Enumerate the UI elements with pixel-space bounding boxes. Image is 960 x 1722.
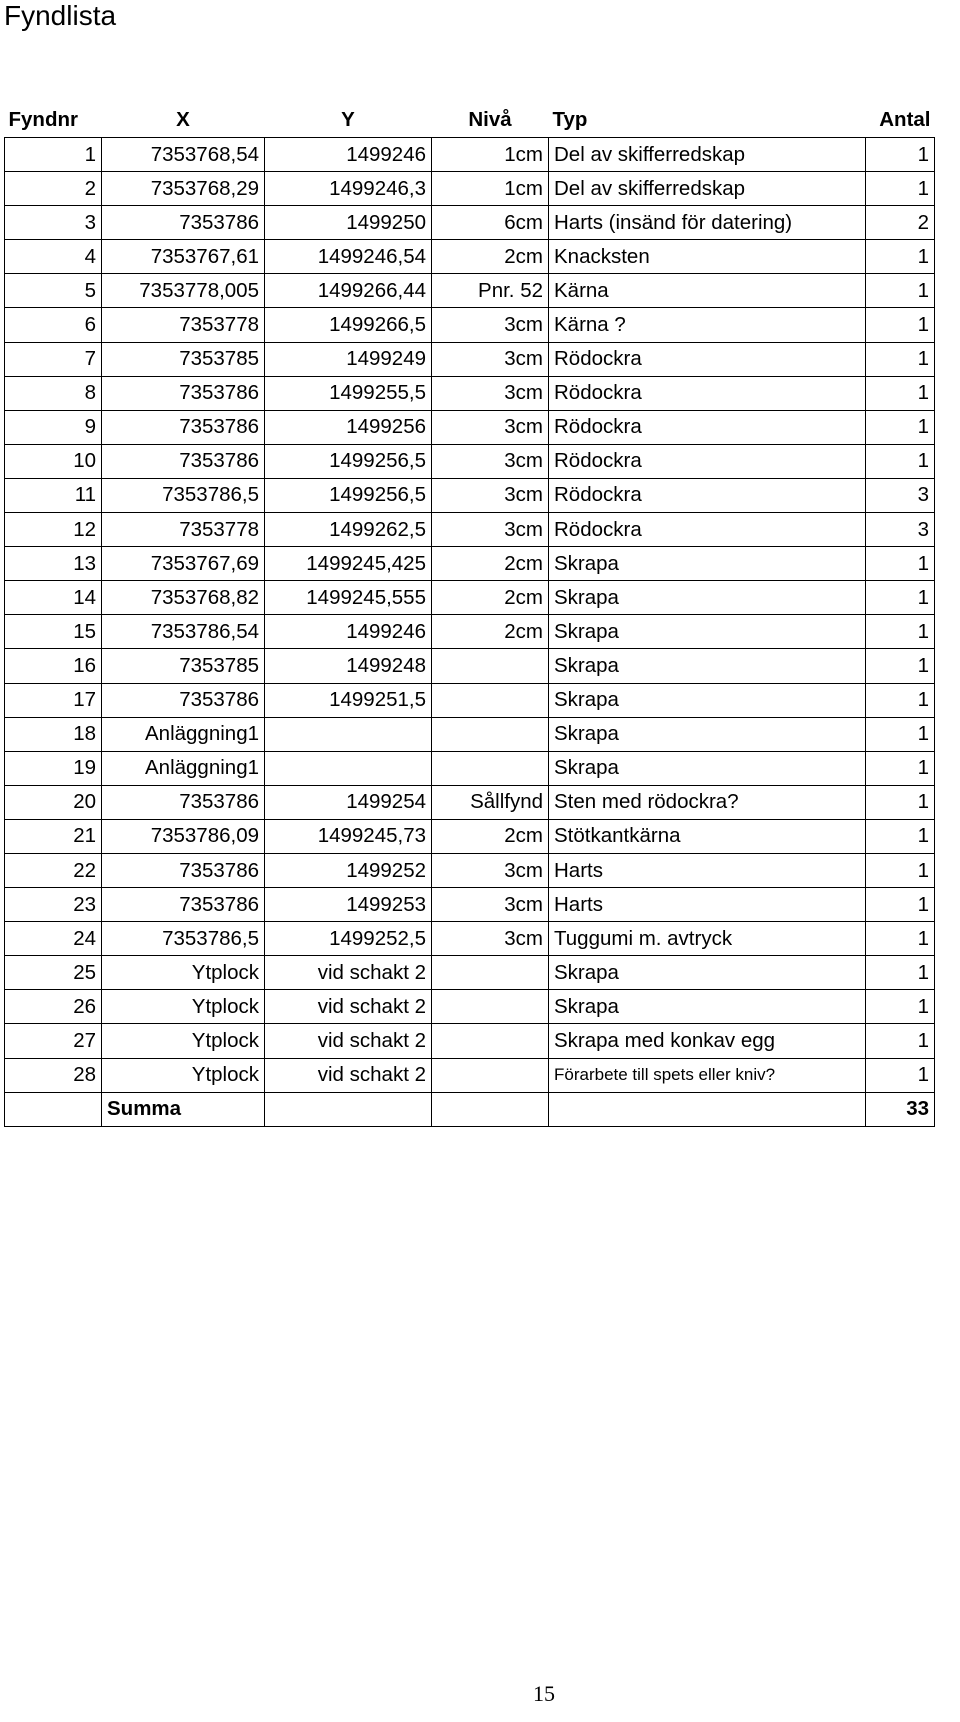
cell-y: 1499266,44 (265, 274, 432, 308)
cell-niva: 1cm (432, 172, 549, 206)
cell-y: vid schakt 2 (265, 1058, 432, 1092)
cell-niva: 3cm (432, 513, 549, 547)
cell-typ: Harts (549, 888, 866, 922)
table-row (5, 513, 935, 547)
cell-y: 1499246 (265, 138, 432, 172)
cell-x: 7353778 (102, 513, 265, 547)
cell-x: Ytplock (102, 1024, 265, 1058)
cell-antal: 1 (866, 819, 935, 853)
cell-typ: Rödockra (549, 478, 866, 512)
cell-antal: 1 (866, 444, 935, 478)
cell-y: 1499246,3 (265, 172, 432, 206)
cell-fyndnr: 15 (5, 615, 102, 649)
header-antal: Antal (866, 103, 935, 138)
cell-antal: 1 (866, 990, 935, 1024)
cell-fyndnr: 16 (5, 649, 102, 683)
cell-antal: 1 (866, 342, 935, 376)
cell-typ: Skrapa (549, 990, 866, 1024)
cell-typ: Förarbete till spets eller kniv? (549, 1058, 866, 1092)
cell-antal: 1 (866, 853, 935, 887)
table-row (5, 581, 935, 615)
cell-antal: 2 (866, 206, 935, 240)
table-row (5, 376, 935, 410)
table-row (5, 853, 935, 887)
cell-antal: 1 (866, 376, 935, 410)
summa-empty-cell (265, 1092, 432, 1126)
cell-x: 7353786 (102, 206, 265, 240)
cell-fyndnr: 9 (5, 410, 102, 444)
cell-y: 1499256 (265, 410, 432, 444)
cell-niva (432, 683, 549, 717)
cell-fyndnr: 5 (5, 274, 102, 308)
cell-typ: Harts (insänd för datering) (549, 206, 866, 240)
table-row (5, 1058, 935, 1092)
cell-niva: 2cm (432, 240, 549, 274)
cell-y: 1499255,5 (265, 376, 432, 410)
cell-niva: 3cm (432, 308, 549, 342)
table-row (5, 785, 935, 819)
cell-antal: 1 (866, 240, 935, 274)
cell-niva (432, 649, 549, 683)
cell-y: 1499254 (265, 785, 432, 819)
cell-fyndnr: 23 (5, 888, 102, 922)
cell-typ: Skrapa (549, 615, 866, 649)
cell-typ: Skrapa (549, 751, 866, 785)
cell-typ: Skrapa med konkav egg (549, 1024, 866, 1058)
cell-y: vid schakt 2 (265, 990, 432, 1024)
summa-empty-cell (432, 1092, 549, 1126)
table-row (5, 683, 935, 717)
cell-fyndnr: 18 (5, 717, 102, 751)
cell-fyndnr: 10 (5, 444, 102, 478)
cell-y: 1499245,425 (265, 547, 432, 581)
cell-antal: 1 (866, 547, 935, 581)
cell-x: 7353786 (102, 683, 265, 717)
cell-fyndnr: 17 (5, 683, 102, 717)
summa-label: Summa (102, 1092, 265, 1126)
header-typ: Typ (549, 103, 866, 138)
cell-fyndnr: 27 (5, 1024, 102, 1058)
cell-x: 7353786 (102, 444, 265, 478)
table-row (5, 990, 935, 1024)
cell-x: 7353786 (102, 853, 265, 887)
cell-y: 1499256,5 (265, 444, 432, 478)
cell-fyndnr: 26 (5, 990, 102, 1024)
table-row (5, 547, 935, 581)
cell-antal: 1 (866, 172, 935, 206)
page-number: 15 (533, 1681, 555, 1706)
cell-fyndnr: 25 (5, 956, 102, 990)
cell-x: Ytplock (102, 1058, 265, 1092)
summa-empty-cell (5, 1092, 102, 1126)
cell-fyndnr: 20 (5, 785, 102, 819)
header-y: Y (265, 103, 432, 138)
cell-niva (432, 1058, 549, 1092)
cell-fyndnr: 1 (5, 138, 102, 172)
cell-niva: 2cm (432, 615, 549, 649)
cell-antal: 1 (866, 615, 935, 649)
cell-typ: Skrapa (549, 717, 866, 751)
summa-empty-cell (549, 1092, 866, 1126)
cell-antal: 3 (866, 513, 935, 547)
cell-y: 1499245,73 (265, 819, 432, 853)
cell-fyndnr: 24 (5, 922, 102, 956)
cell-niva: Sållfynd (432, 785, 549, 819)
cell-niva (432, 1024, 549, 1058)
cell-x: 7353786 (102, 410, 265, 444)
table-row (5, 410, 935, 444)
cell-antal: 1 (866, 922, 935, 956)
table-row (5, 308, 935, 342)
cell-antal: 1 (866, 138, 935, 172)
table-row (5, 751, 935, 785)
table-row (5, 240, 935, 274)
cell-x: 7353767,69 (102, 547, 265, 581)
cell-x: 7353786 (102, 376, 265, 410)
cell-antal: 1 (866, 274, 935, 308)
table-row (5, 478, 935, 512)
cell-x: Anläggning1 (102, 717, 265, 751)
cell-fyndnr: 2 (5, 172, 102, 206)
cell-y: 1499262,5 (265, 513, 432, 547)
header-niva: Nivå (432, 103, 549, 138)
cell-x: Anläggning1 (102, 751, 265, 785)
cell-antal: 1 (866, 717, 935, 751)
cell-x: 7353768,82 (102, 581, 265, 615)
cell-y: 1499245,555 (265, 581, 432, 615)
cell-fyndnr: 11 (5, 478, 102, 512)
cell-typ: Stötkantkärna (549, 819, 866, 853)
cell-typ: Skrapa (549, 581, 866, 615)
summa-value: 33 (866, 1092, 935, 1126)
page-title: Fyndlista (4, 0, 117, 31)
cell-antal: 3 (866, 478, 935, 512)
cell-y: 1499250 (265, 206, 432, 240)
table-row (5, 444, 935, 478)
cell-antal: 1 (866, 888, 935, 922)
cell-x: 7353786,5 (102, 922, 265, 956)
cell-typ: Rödockra (549, 376, 866, 410)
cell-x: 7353767,61 (102, 240, 265, 274)
table-row (5, 649, 935, 683)
table-row (5, 956, 935, 990)
cell-fyndnr: 8 (5, 376, 102, 410)
cell-typ: Rödockra (549, 513, 866, 547)
table-row (5, 206, 935, 240)
cell-fyndnr: 13 (5, 547, 102, 581)
cell-niva (432, 717, 549, 751)
table-row (5, 172, 935, 206)
cell-typ: Harts (549, 853, 866, 887)
cell-niva: 3cm (432, 342, 549, 376)
cell-x: 7353786,09 (102, 819, 265, 853)
table-row (5, 615, 935, 649)
cell-x: 7353778,005 (102, 274, 265, 308)
cell-antal: 1 (866, 308, 935, 342)
header-fyndnr: Fyndnr (5, 103, 102, 138)
cell-typ: Rödockra (549, 410, 866, 444)
table-row (5, 274, 935, 308)
cell-x: 7353786 (102, 785, 265, 819)
cell-niva (432, 751, 549, 785)
cell-typ: Rödockra (549, 342, 866, 376)
header-x: X (102, 103, 265, 138)
cell-fyndnr: 22 (5, 853, 102, 887)
cell-niva: 3cm (432, 478, 549, 512)
cell-fyndnr: 4 (5, 240, 102, 274)
cell-y: 1499249 (265, 342, 432, 376)
cell-antal: 1 (866, 751, 935, 785)
table-row (5, 888, 935, 922)
table-row (5, 138, 935, 172)
cell-fyndnr: 6 (5, 308, 102, 342)
cell-typ: Del av skifferredskap (549, 172, 866, 206)
cell-typ: Skrapa (549, 956, 866, 990)
cell-x: 7353768,29 (102, 172, 265, 206)
cell-x: 7353786 (102, 888, 265, 922)
cell-typ: Skrapa (549, 547, 866, 581)
cell-y (265, 717, 432, 751)
cell-y: 1499251,5 (265, 683, 432, 717)
cell-niva: 1cm (432, 138, 549, 172)
cell-y: 1499248 (265, 649, 432, 683)
cell-niva: 2cm (432, 581, 549, 615)
cell-typ: Kärna ? (549, 308, 866, 342)
cell-y: 1499266,5 (265, 308, 432, 342)
cell-typ: Knacksten (549, 240, 866, 274)
table-row (5, 1024, 935, 1058)
cell-antal: 1 (866, 649, 935, 683)
cell-y (265, 751, 432, 785)
cell-x: 7353768,54 (102, 138, 265, 172)
cell-niva: 2cm (432, 547, 549, 581)
cell-niva: 3cm (432, 444, 549, 478)
cell-y: 1499253 (265, 888, 432, 922)
cell-x: Ytplock (102, 956, 265, 990)
cell-y: 1499252 (265, 853, 432, 887)
cell-x: 7353785 (102, 342, 265, 376)
cell-niva: Pnr. 52 (432, 274, 549, 308)
cell-x: 7353786,54 (102, 615, 265, 649)
cell-fyndnr: 21 (5, 819, 102, 853)
cell-niva: 3cm (432, 922, 549, 956)
cell-antal: 1 (866, 581, 935, 615)
table-row (5, 922, 935, 956)
cell-antal: 1 (866, 1024, 935, 1058)
cell-typ: Skrapa (549, 683, 866, 717)
cell-x: 7353778 (102, 308, 265, 342)
cell-y: 1499246,54 (265, 240, 432, 274)
cell-x: 7353785 (102, 649, 265, 683)
cell-typ: Kärna (549, 274, 866, 308)
table-row (5, 819, 935, 853)
cell-fyndnr: 12 (5, 513, 102, 547)
cell-typ: Del av skifferredskap (549, 138, 866, 172)
cell-y: vid schakt 2 (265, 956, 432, 990)
cell-niva: 3cm (432, 853, 549, 887)
cell-niva: 3cm (432, 888, 549, 922)
table-row (5, 342, 935, 376)
cell-niva: 3cm (432, 410, 549, 444)
cell-antal: 1 (866, 785, 935, 819)
cell-x: Ytplock (102, 990, 265, 1024)
summa-row (5, 1092, 935, 1126)
cell-typ: Tuggumi m. avtryck (549, 922, 866, 956)
cell-y: 1499256,5 (265, 478, 432, 512)
cell-antal: 1 (866, 683, 935, 717)
cell-niva (432, 956, 549, 990)
table-row (5, 717, 935, 751)
table-body (5, 138, 935, 1127)
cell-fyndnr: 14 (5, 581, 102, 615)
cell-typ: Sten med rödockra? (549, 785, 866, 819)
cell-antal: 1 (866, 956, 935, 990)
cell-niva: 3cm (432, 376, 549, 410)
table-header-row (5, 103, 935, 138)
cell-niva: 6cm (432, 206, 549, 240)
cell-fyndnr: 28 (5, 1058, 102, 1092)
cell-fyndnr: 19 (5, 751, 102, 785)
cell-fyndnr: 3 (5, 206, 102, 240)
cell-y: vid schakt 2 (265, 1024, 432, 1058)
cell-x: 7353786,5 (102, 478, 265, 512)
cell-typ: Rödockra (549, 444, 866, 478)
cell-y: 1499246 (265, 615, 432, 649)
cell-niva (432, 990, 549, 1024)
cell-fyndnr: 7 (5, 342, 102, 376)
cell-antal: 1 (866, 410, 935, 444)
fyndlista-table (4, 103, 935, 1127)
cell-y: 1499252,5 (265, 922, 432, 956)
cell-antal: 1 (866, 1058, 935, 1092)
cell-niva: 2cm (432, 819, 549, 853)
cell-typ: Skrapa (549, 649, 866, 683)
